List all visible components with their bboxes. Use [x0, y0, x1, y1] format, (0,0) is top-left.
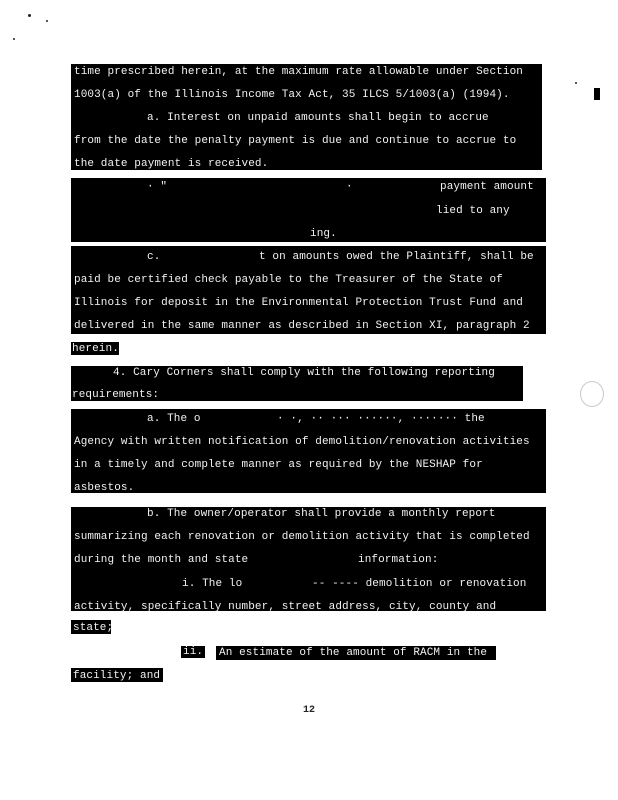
- text-line: requirements:: [72, 389, 160, 401]
- text-line: from the date the penalty payment is due and continue to accrue to: [74, 135, 517, 147]
- text-line: delivered in the same manner as described in Section XI, paragraph 2: [74, 320, 530, 332]
- text-line: facility; and: [73, 670, 161, 682]
- text-fragment: An estimate of the amount of RACM in the: [219, 647, 488, 659]
- text-line: in a timely and complete manner as required by the NESHAP for: [74, 459, 483, 471]
- scan-speck: [575, 82, 577, 84]
- text-fragment: · ·, ·· ··· ······, ······· the: [277, 413, 485, 425]
- scan-speck: [13, 38, 15, 40]
- text-fragment: · ": [147, 181, 168, 193]
- text-fragment: lied to any: [436, 205, 510, 217]
- scan-mark: [594, 88, 600, 100]
- text-line: paid be certified check payable to the Treasurer of the State of: [74, 274, 503, 286]
- text-line: the date payment is received.: [74, 158, 269, 170]
- text-fragment: i. The lo: [182, 578, 243, 590]
- text-fragment: information:: [358, 554, 439, 566]
- text-fragment: c.: [147, 251, 161, 263]
- text-line: time prescribed herein, at the maximum rate allowable under Section: [74, 66, 523, 78]
- binder-hole: [580, 381, 604, 407]
- text-line: summarizing each renovation or demolition activity that is completed: [74, 531, 530, 543]
- text-line: activity, specifically number, street address, city, county and: [74, 601, 497, 613]
- page-number: 12: [303, 705, 316, 716]
- text-fragment: during the month and state: [74, 554, 249, 566]
- scan-speck: [28, 14, 31, 17]
- scan-speck: [46, 20, 48, 22]
- text-fragment: payment amount: [440, 181, 534, 193]
- text-fragment: -- ---- demolition or renovation: [312, 578, 527, 590]
- text-line: Illinois for deposit in the Environmental Protection Trust Fund and: [74, 297, 523, 309]
- text-fragment: ing.: [310, 228, 337, 240]
- text-line: Agency with written notification of demolition/renovation activities: [74, 436, 530, 448]
- text-line: 4. Cary Corners shall comply with the following reporting: [113, 367, 495, 379]
- text-fragment: ·: [346, 181, 353, 193]
- text-line: herein.: [72, 343, 119, 355]
- text-fragment: ii.: [183, 646, 204, 658]
- text-line: 1003(a) of the Illinois Income Tax Act, 35 ILCS 5/1003(a) (1994).: [74, 89, 510, 101]
- text-line: state;: [73, 622, 114, 634]
- text-line: a. Interest on unpaid amounts shall begin to accrue: [147, 112, 489, 124]
- text-line: asbestos.: [74, 482, 135, 494]
- text-fragment: t on amounts owed the Plaintiff, shall be: [259, 251, 534, 263]
- text-fragment: a. The o: [147, 413, 201, 425]
- text-line: b. The owner/operator shall provide a monthly report: [147, 508, 496, 520]
